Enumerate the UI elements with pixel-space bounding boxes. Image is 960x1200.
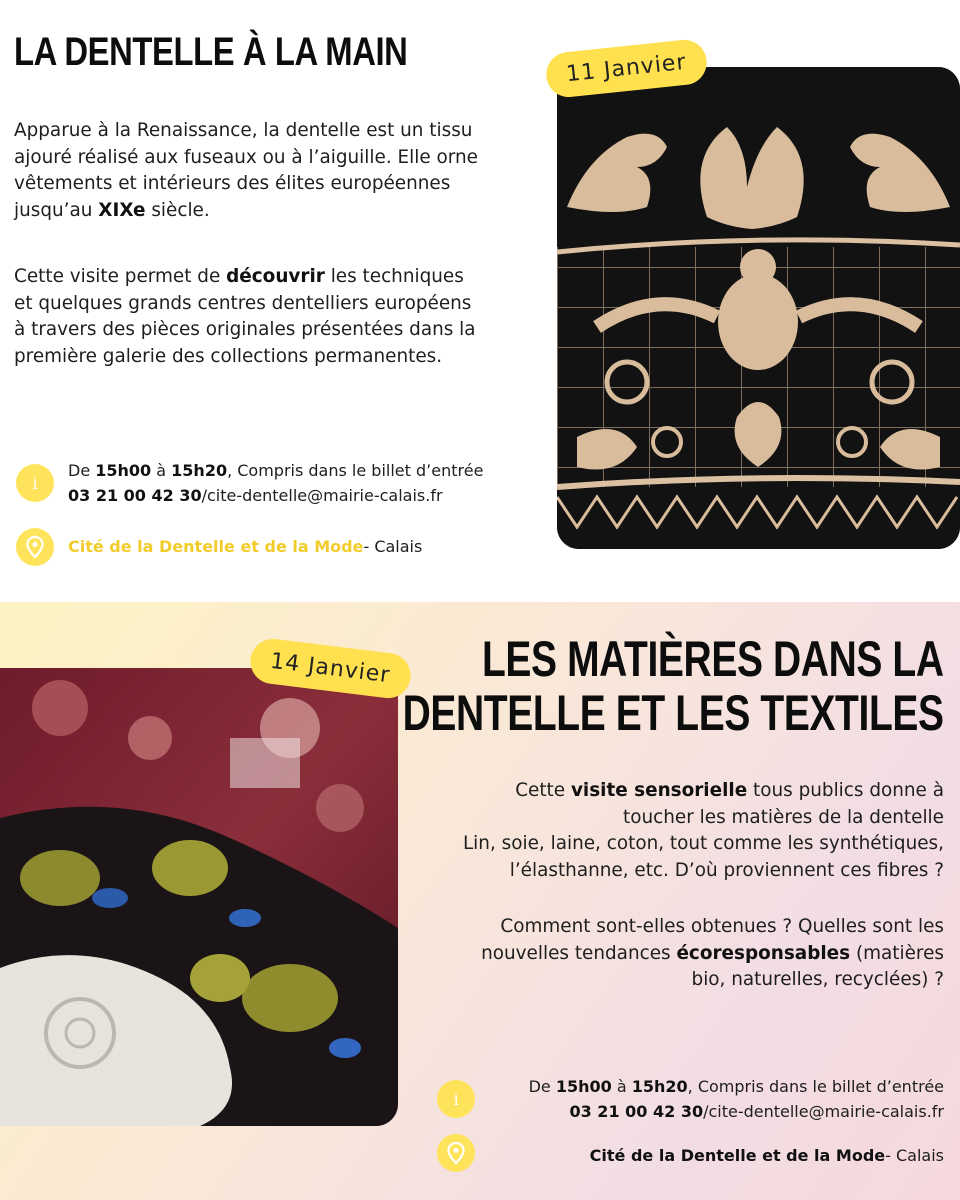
needle-lace-image	[557, 67, 960, 549]
event2-desc2-line1: Comment sont-elles obtenues ? Quelles sont les	[500, 916, 944, 937]
event1-contact	[68, 483, 483, 508]
event1-desc1-line4: jusqu’au XIXe siècle.	[14, 199, 210, 221]
event2-location: Cité de la Dentelle et de la Mode- Calais	[589, 1146, 944, 1165]
event2-desc2-line2: nouvelles tendances écoresponsables (matières	[481, 942, 944, 964]
event1-title: LA DENTELLE À LA MAIN	[14, 30, 408, 74]
event2-contact	[489, 1099, 944, 1124]
event2-desc1-line1: Cette visite sensorielle tous publics donne à	[515, 780, 944, 801]
event1-desc2-line1: Cette visite permet de découvrir les techniques	[14, 266, 464, 287]
info-icon: i	[437, 1080, 475, 1118]
event1-desc2-line3: à travers des pièces originales présentées dans la	[14, 319, 476, 340]
event2-title-line2: DENTELLE ET LES TEXTILES	[402, 685, 944, 741]
location-pin-icon	[437, 1134, 475, 1172]
textile-lace-image	[0, 668, 398, 1126]
event1-location: Cité de la Dentelle et de la Mode- Calais	[68, 537, 423, 556]
event2-desc2-line3: bio, naturelles, recyclées) ?	[691, 969, 944, 990]
textile-photo-2	[0, 668, 398, 1126]
event2-description-2	[404, 914, 944, 994]
event2-description-1	[404, 778, 944, 884]
event1-phone: 03 21 00 42 30	[68, 486, 202, 505]
event2-email: /cite-dentelle@mairie-calais.fr	[703, 1102, 944, 1121]
event1-desc1-line2: ajouré réalisé aux fuseaux ou à l’aiguille. Elle orne	[14, 146, 478, 168]
event2-desc1-line4: l’élasthanne, etc. D’où proviennent ces fibres ?	[509, 859, 944, 881]
event2-title	[403, 632, 944, 740]
event2-phone: 03 21 00 42 30	[569, 1102, 704, 1121]
event2-title-line1: LES MATIÈRES DANS LA	[482, 631, 944, 687]
event1-desc2-line2: et quelques grands centres dentelliers européens	[14, 292, 472, 314]
event2-desc1-line2: toucher les matières de la dentelle	[623, 806, 944, 828]
event1-schedule: De 15h00 à 15h20, Compris dans le billet d’entrée	[68, 461, 484, 480]
event1-description-2	[14, 264, 554, 370]
event1-desc1-line3: vêtements et intérieurs des élites européennes	[14, 173, 451, 194]
event1-description-1	[14, 118, 554, 224]
event1-info	[16, 458, 483, 508]
event1-desc2-line4: première galerie des collections permanentes.	[14, 345, 443, 367]
location-pin-icon	[16, 528, 54, 566]
event1-email: /cite-dentelle@mairie-calais.fr	[201, 486, 443, 505]
event1-desc1-line1: Apparue à la Renaissance, la dentelle est un tissu	[14, 120, 473, 141]
event2-info	[437, 1074, 944, 1124]
lace-photo-1	[557, 67, 960, 549]
event2-desc1-line3: Lin, soie, laine, coton, tout comme les synthétiques,	[462, 833, 944, 854]
event1-date-badge: 11 Janvier	[544, 38, 708, 100]
event2-schedule: De 15h00 à 15h20, Compris dans le billet d’entrée	[528, 1077, 944, 1096]
event2-date-badge: 14 Janvier	[248, 636, 413, 700]
info-icon: i	[16, 464, 54, 502]
